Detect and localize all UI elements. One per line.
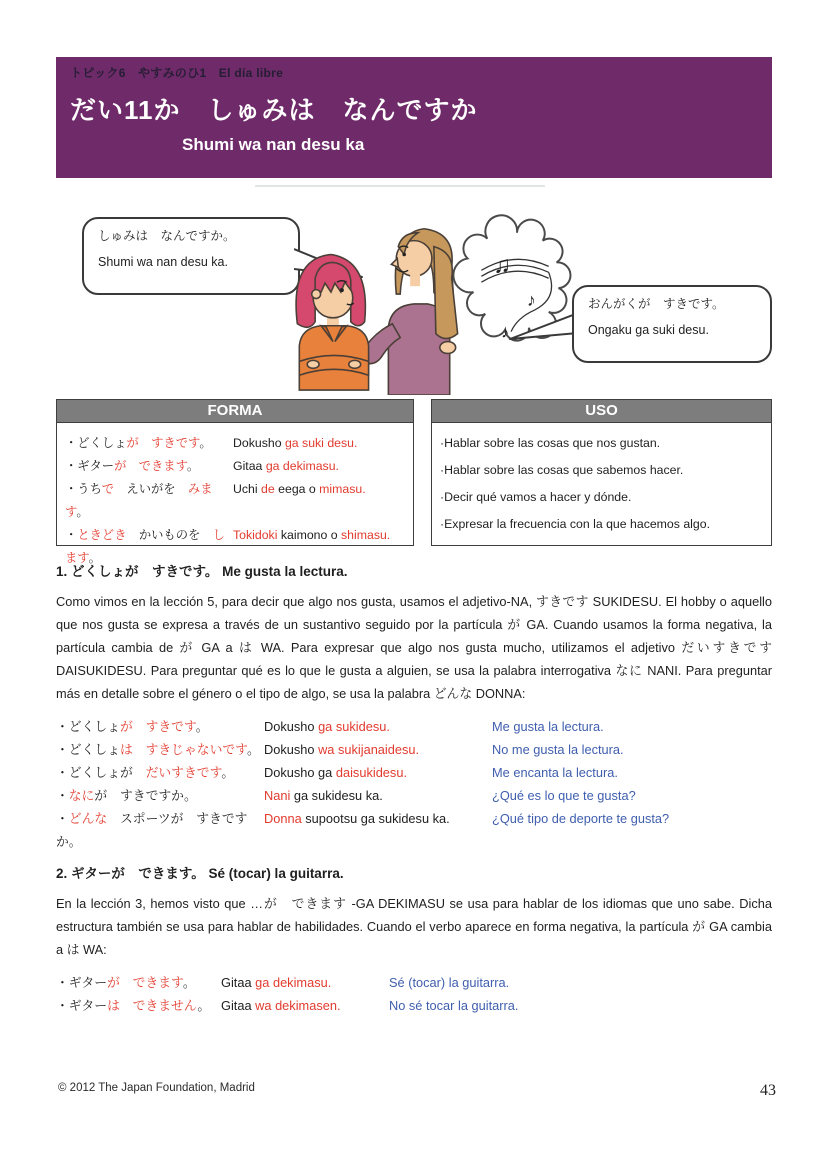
second-hand [440,342,456,354]
example-japanese: ・どくしょが だいすきです。 [56,765,235,780]
section-1-heading: 1. どくしょが すきです。 Me gusta la lectura. [56,564,348,579]
header-divider-line [255,185,545,187]
uso-item: ·Expresar la frecuencia con la que hacemos algo. [440,517,710,531]
ear [312,290,321,299]
forma-japanese: ・ときどき かいものを します。 [65,528,225,565]
example-row [56,761,772,784]
section-2-paragraph: En la lección 3, hemos visto que …が できます -GA DEKIMASU se usa para hablar de los idiomas que uno sabe. Dicha estructura también se usa para hablar de habilidades. Cuando el verbo aparece en forma negativa, la partícula が GA cambia a は WA: [56,896,772,957]
characters-illustration [268,207,578,395]
example-row [56,738,772,761]
example-row [56,715,772,738]
lesson-title-romaji: Shumi wa nan desu ka [182,135,365,154]
example-row [56,994,772,1017]
forma-japanese: ・どくしょが すきです。 [65,436,212,450]
page-number: 43 [760,1082,776,1099]
forma-box [56,399,414,565]
forma-row [65,432,405,455]
example-japanese: ・ギターは できません。 [56,998,211,1013]
grammar-section-1 [56,560,772,853]
nose [391,258,398,267]
example-romaji: Dokusho ga daisukidesu. [264,765,407,780]
eye [340,288,344,292]
lesson-header-banner [56,57,772,178]
example-spanish: Me gusta la lectura. [492,719,604,734]
example-romaji: Dokusho ga sukidesu. [264,719,390,734]
copyright-notice: © 2012 The Japan Foundation, Madrid [58,1082,255,1094]
example-spanish: ¿Qué es lo que te gusta? [492,788,636,803]
forma-japanese: ・うちで えいがを みます。 [65,482,213,519]
neck [410,274,420,286]
forma-row [65,478,405,524]
speech-romaji: Ongaku ga suki desu. [588,322,709,337]
forma-romaji: Uchi de eega o mimasu. [233,482,366,496]
page-footer [58,1082,776,1100]
example-spanish: Sé (tocar) la guitarra. [389,975,510,990]
speech-japanese: しゅみは なんですか。 [98,229,236,243]
uso-item: ·Decir qué vamos a hacer y dónde. [440,490,632,504]
speech-romaji: Shumi wa nan desu ka. [98,254,228,269]
grammar-section-2 [56,862,772,1017]
music-note-icon: ♫ [493,252,512,279]
example-japanese: ・ギターが できます。 [56,975,196,990]
forma-romaji: Gitaa ga dekimasu. [233,459,339,473]
grammar-boxes-row [56,399,772,565]
example-japanese: ・どんな スポーツが すきですか。 [56,811,248,849]
forma-japanese: ・ギターが できます。 [65,459,200,473]
hand [349,360,361,368]
section-2-heading: 2. ギターが できます。 Sé (tocar) la guitarra. [56,866,344,881]
example-romaji: Gitaa ga dekimasu. [221,975,332,990]
music-note-icon: ♪ [501,324,510,342]
forma-row [65,455,405,478]
example-spanish: No sé tocar la guitarra. [389,998,519,1013]
example-row [56,784,772,807]
example-spanish: ¿Qué tipo de deporte te gusta? [492,811,670,826]
forma-romaji: Dokusho ga suki desu. [233,436,358,450]
example-japanese: ・どくしょは すきじゃないです。 [56,742,260,757]
example-romaji: Nani ga sukidesu ka. [264,788,383,803]
hair-over-shoulder [434,247,458,339]
forma-box-body [57,423,413,570]
section-1-paragraph: Como vimos en la lección 5, para decir que algo nos gusta, usamos el adjetivo-NA, すきです SUKIDESU. El hobby o aquello que nos gusta se expresa a través de un sustantivo seguido por la partícula が GA. Cuando usamos la forma negativa, la partícula cambia de が GA a は WA. Para expresar que algo nos gusta mucho, utilizamos el adjetivo だいすきです DAISUKIDESU. Para preguntar qué es lo que le gusta a alguien, se usa la palabra interrogativa なに NANI. Para preguntar más en detalle sobre el género o el tipo de algo, se usa la palabra どんな DONNA: [56,594,772,701]
uso-box [431,399,772,546]
speech-bubble-tail [506,309,578,345]
section-2-examples [56,971,772,1017]
example-spanish: Me encanta la lectura. [492,765,618,780]
eye [402,253,406,257]
example-row [56,971,772,994]
forma-box-title: FORMA [57,400,413,423]
example-spanish: No me gusta la lectura. [492,742,624,757]
speech-japanese: おんがくが すきです。 [588,297,725,311]
section-1-examples [56,715,772,853]
uso-box-body [432,423,771,538]
dialogue-illustration [56,205,772,397]
topic-line: トピック6 やすみのひ1 El día libre [70,66,284,80]
hand [307,360,319,368]
speech-bubble-answer [572,285,772,363]
example-romaji: Dokusho wa sukijanaidesu. [264,742,420,757]
example-romaji: Gitaa wa dekimasen. [221,998,341,1013]
uso-box-title: USO [432,400,771,423]
example-romaji: Donna supootsu ga sukidesu ka. [264,811,450,826]
uso-item: ·Hablar sobre las cosas que sabemos hacer. [440,463,684,477]
example-row [56,807,772,853]
forma-romaji: Tokidoki kaimono o shimasu. [233,528,391,542]
uso-item: ·Hablar sobre las cosas que nos gustan. [440,436,661,450]
woman-pink-hair [296,254,369,390]
music-note-icon: ♪ [526,289,536,310]
example-japanese: ・どくしょが すきです。 [56,719,209,734]
lesson-title: だい11か しゅみは なんですか [70,95,478,125]
example-japanese: ・なにが すきですか。 [56,788,197,803]
